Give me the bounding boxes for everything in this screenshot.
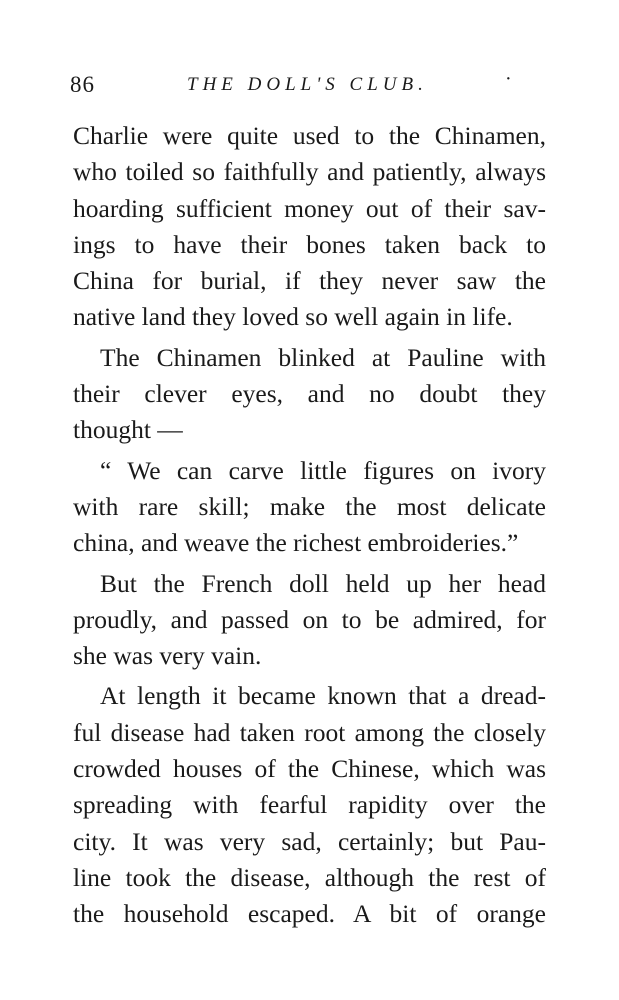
text-line: native land they loved so well again in life. xyxy=(73,302,513,332)
text-line: “ We can carve little figures on ivory xyxy=(100,455,546,485)
text-line: china, and weave the richest embroideries.” xyxy=(73,528,519,558)
text-line: At length it became known that a dread- xyxy=(100,681,546,711)
text-line: with rare skill; make the most delicate xyxy=(73,491,546,521)
text-line: thought — xyxy=(73,415,183,445)
header-mark: · xyxy=(505,68,512,90)
text-line: spreading with fearful rapidity over the xyxy=(73,790,546,820)
text-line: she was very vain. xyxy=(73,641,262,671)
text-line: proudly, and passed on to be admired, for xyxy=(73,604,546,634)
text-line: who toiled so faithfully and patiently, always xyxy=(73,157,546,187)
text-line: their clever eyes, and no doubt they xyxy=(73,379,546,409)
text-line: hoarding sufficient money out of their sav- xyxy=(73,193,546,223)
text-line: But the French doll held up her head xyxy=(100,568,546,598)
page-number: 86 xyxy=(70,72,95,97)
text-line: line took the disease, although the rest of xyxy=(73,862,546,892)
text-line: China for burial, if they never saw the xyxy=(73,266,546,296)
text-line: the household escaped. A bit of orange xyxy=(73,899,546,929)
body-text xyxy=(73,118,546,933)
text-line: crowded houses of the Chinese, which was xyxy=(73,754,546,784)
text-line: ings to have their bones taken back to xyxy=(73,229,546,259)
running-title: THE DOLL'S CLUB. xyxy=(187,74,428,95)
text-line: city. It was very sad, certainly; but Pau- xyxy=(73,826,546,856)
page-header xyxy=(70,68,550,106)
text-line: Charlie were quite used to the Chinamen, xyxy=(73,121,546,150)
text-line: ful disease had taken root among the closely xyxy=(73,717,546,747)
text-line: The Chinamen blinked at Pauline with xyxy=(100,342,546,372)
